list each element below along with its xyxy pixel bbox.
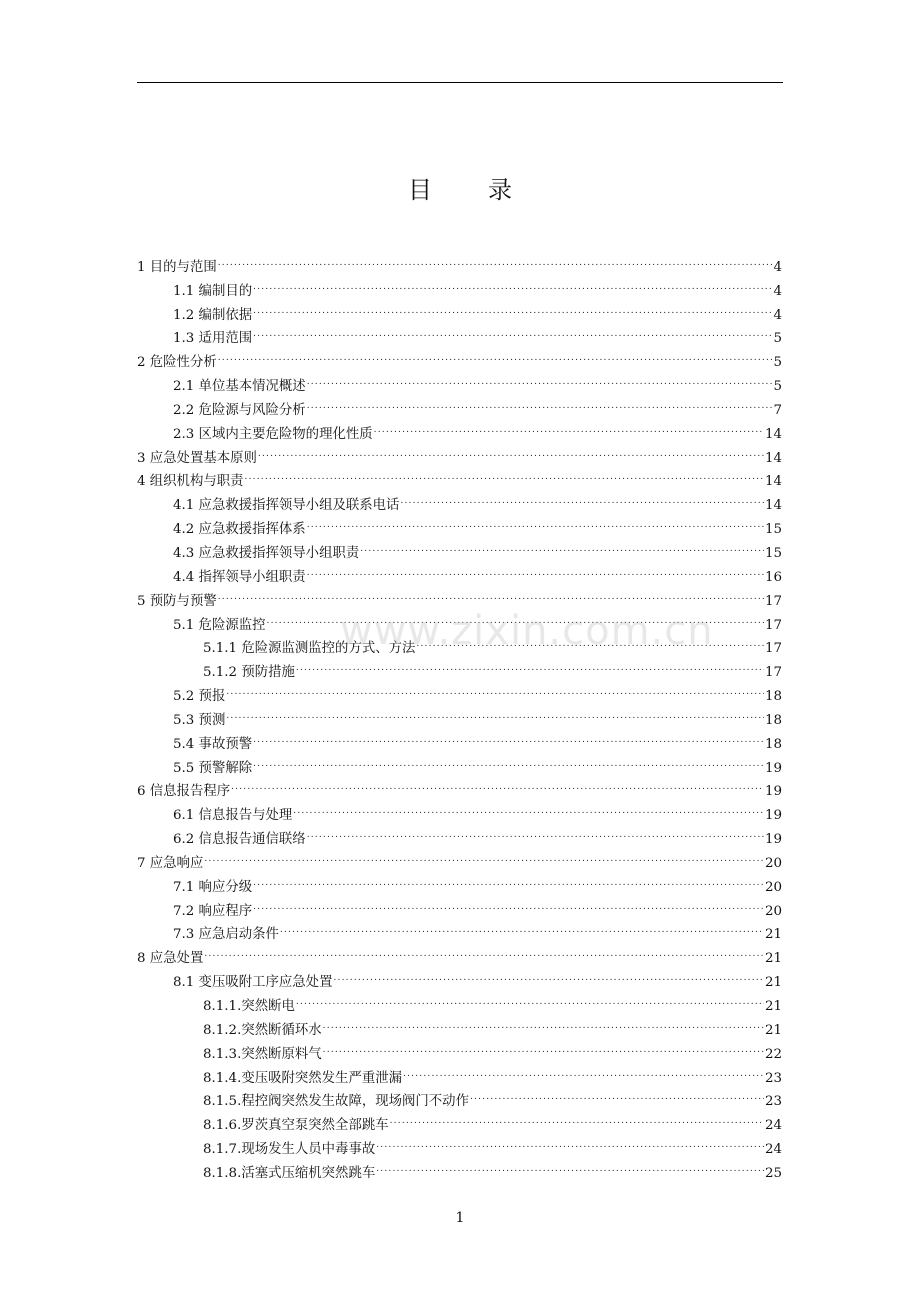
- toc-entry-page: 17: [764, 641, 782, 657]
- toc-dot-leader: [253, 295, 772, 319]
- title-char-2: 录: [488, 176, 512, 204]
- toc-entry-label: 4.4 指挥领导小组职责: [173, 569, 306, 585]
- toc-dot-leader: [253, 271, 772, 295]
- toc-entry-label: 8.1.2.突然断循环水: [203, 1022, 322, 1038]
- toc-entry[interactable]: [137, 342, 782, 371]
- toc-entry-page: 14: [764, 426, 782, 442]
- toc-entry-label: 5.3 预测: [173, 712, 226, 728]
- toc-entry-page: 24: [764, 1142, 782, 1158]
- toc-entry-page: 20: [764, 903, 782, 919]
- toc-entry-label: 4.1 应急救援指挥领导小组及联系电话: [173, 498, 400, 514]
- toc-dot-leader: [253, 319, 772, 343]
- toc-entry[interactable]: [137, 676, 782, 705]
- toc-dot-leader: [360, 533, 764, 557]
- toc-dot-leader: [253, 867, 764, 891]
- toc-dot-leader: [400, 485, 764, 509]
- toc-dot-leader: [253, 748, 764, 772]
- toc-entry-page: 5: [773, 331, 782, 347]
- toc-entry-label: 8.1.4.变压吸附突然发生严重泄漏: [203, 1070, 403, 1086]
- toc-dot-leader: [218, 247, 773, 271]
- toc-entry-label: 8 应急处置: [137, 951, 204, 967]
- toc-entry-label: 5.5 预警解除: [173, 760, 253, 776]
- toc-entry-page: 19: [764, 784, 782, 800]
- toc-entry-label: 5.1 危险源监控: [173, 617, 266, 633]
- toc-entry[interactable]: [137, 271, 782, 299]
- toc-dot-leader: [307, 509, 764, 533]
- toc-entry-page: 14: [764, 450, 782, 466]
- toc-dot-leader: [323, 1010, 764, 1034]
- toc-entry-page: 20: [764, 879, 782, 895]
- header-rule: [137, 82, 783, 83]
- toc-dot-leader: [307, 366, 773, 390]
- watermark: www.zixin.com.cn: [340, 608, 714, 654]
- toc-dot-leader: [218, 581, 764, 605]
- toc-entry-page: 5: [773, 379, 782, 395]
- toc-entry[interactable]: [137, 795, 782, 824]
- toc-entry[interactable]: [137, 772, 782, 800]
- toc-dot-leader: [307, 819, 764, 843]
- toc-dot-leader: [293, 795, 764, 819]
- toc-entry-label: 4.3 应急救援指挥领导小组职责: [173, 545, 360, 561]
- toc-entry-label: 7.2 响应程序: [173, 903, 253, 919]
- toc-dot-leader: [403, 1058, 764, 1082]
- toc-entry-page: 23: [764, 1094, 782, 1110]
- toc-dot-leader: [245, 462, 764, 486]
- toc-entry-page: 17: [764, 593, 782, 609]
- toc-entry[interactable]: [137, 247, 782, 275]
- toc-entry-page: 24: [764, 1118, 782, 1134]
- toc-dot-leader: [470, 1082, 764, 1106]
- toc-dot-leader: [307, 557, 764, 581]
- toc-entry-label: 6.2 信息报告通信联络: [173, 832, 306, 848]
- toc-entry-label: 4 组织机构与职责: [137, 474, 244, 490]
- toc-entry-label: 8.1.6.罗茨真空泵突然全部跳车: [203, 1118, 389, 1134]
- toc-entry[interactable]: [137, 581, 782, 609]
- toc-entry-label: 5 预防与预警: [137, 593, 217, 609]
- toc-entry-label: 7.1 响应分级: [173, 879, 253, 895]
- toc-dot-leader: [416, 629, 764, 653]
- toc-entry-page: 18: [764, 689, 782, 705]
- toc-entry-label: 8.1.1.突然断电: [203, 999, 295, 1014]
- toc-dot-leader: [226, 700, 764, 724]
- title-char-1: 目: [408, 176, 432, 204]
- toc-dot-leader: [204, 843, 764, 867]
- toc-entry-label: 5.4 事故预警: [173, 736, 253, 752]
- toc-entry-page: 16: [764, 569, 782, 585]
- toc-entry[interactable]: [137, 366, 782, 395]
- toc-entry-page: 14: [764, 474, 782, 490]
- toc-entry-page: 17: [764, 665, 782, 681]
- toc-entry-label: 2.2 危险源与风险分析: [173, 402, 306, 418]
- toc-entry-label: 7.3 应急启动条件: [173, 927, 279, 943]
- toc-entry-label: 5.1.2 预防措施: [203, 665, 295, 681]
- toc-dot-leader: [374, 414, 764, 438]
- toc-entry-page: 19: [764, 832, 782, 848]
- toc-entry-label: 7 应急响应: [137, 855, 204, 871]
- toc-entry-label: 3 应急处置基本原则: [137, 450, 257, 466]
- toc-entry-label: 8.1.8.活塞式压缩机突然跳车: [203, 1165, 376, 1181]
- toc-entry-label: 4.2 应急救援指挥体系: [173, 522, 306, 538]
- toc-dot-leader: [333, 962, 763, 986]
- toc-entry-page: 22: [764, 1046, 782, 1062]
- toc-entry-label: 6 信息报告程序: [137, 784, 231, 800]
- toc-entry[interactable]: [137, 843, 782, 871]
- toc-entry-label: 8.1.3.突然断原料气: [203, 1046, 322, 1062]
- toc-entry-page: 15: [764, 545, 782, 561]
- toc-dot-leader: [323, 1034, 764, 1058]
- toc-entry-page: 17: [764, 617, 782, 633]
- toc-entry-page: 18: [764, 712, 782, 728]
- toc-dot-leader: [253, 724, 764, 748]
- toc-entry-label: 2 危险性分析: [137, 355, 217, 371]
- toc-entry-label: 1 目的与范围: [137, 259, 217, 275]
- toc-entry-label: 8.1.7.现场发生人员中毒事故: [203, 1142, 376, 1158]
- toc-dot-leader: [376, 1129, 764, 1153]
- toc-entry-page: 21: [764, 927, 782, 943]
- toc-entry-page: 14: [764, 498, 782, 514]
- toc-entry-label: 8.1 变压吸附工序应急处置: [173, 975, 333, 991]
- toc-dot-leader: [296, 652, 764, 676]
- toc-entry[interactable]: [137, 938, 782, 967]
- toc-entry-label: 1.2 编制依据: [173, 307, 253, 323]
- toc-entry-page: 20: [764, 855, 782, 871]
- toc-entry-page: 19: [764, 808, 782, 824]
- toc-entry-page: 25: [764, 1165, 782, 1181]
- toc-entry-label: 2.1 单位基本情况概述: [173, 379, 306, 395]
- toc-entry-page: 15: [764, 522, 782, 538]
- toc-entry-label: 5.1.1 危险源监测监控的方式、方法: [203, 641, 416, 657]
- toc-entry-page: 5: [773, 355, 782, 371]
- toc-entry-page: 21: [764, 951, 782, 967]
- toc-entry-label: 1.3 适用范围: [173, 331, 253, 347]
- toc-entry[interactable]: [137, 724, 782, 752]
- toc-dot-leader: [253, 891, 764, 915]
- page-number: 1: [455, 1210, 465, 1226]
- toc-entry-page: 4: [773, 307, 782, 323]
- toc-dot-leader: [231, 772, 764, 796]
- toc-title: [0, 170, 920, 205]
- toc-entry-page: 21: [764, 975, 782, 991]
- toc-entry-page: 19: [764, 760, 782, 776]
- toc-dot-leader: [218, 342, 773, 366]
- toc-dot-leader: [296, 986, 764, 1010]
- toc-entry-page: 21: [764, 1022, 782, 1038]
- toc-entry-page: 18: [764, 736, 782, 752]
- toc-dot-leader: [258, 438, 764, 462]
- toc-entry-label: 8.1.5.程控阀突然发生故障，现场阀门不动作: [203, 1094, 469, 1110]
- toc-entry-label: 1.1 编制目的: [173, 283, 253, 299]
- toc-entry-label: 5.2 预报: [173, 689, 226, 705]
- toc-dot-leader: [280, 915, 764, 939]
- toc-dot-leader: [226, 676, 764, 700]
- toc-entry-page: 23: [764, 1070, 782, 1086]
- toc-dot-leader: [267, 605, 764, 629]
- toc-entry[interactable]: [137, 962, 782, 991]
- toc-entry-label: 6.1 信息报告与处理: [173, 808, 293, 824]
- toc-entry-label: 2.3 区域内主要危险物的理化性质: [173, 426, 373, 442]
- toc-dot-leader: [376, 1153, 764, 1177]
- toc-dot-leader: [204, 938, 764, 962]
- toc-dot-leader: [307, 390, 773, 414]
- toc-entry[interactable]: [137, 867, 782, 895]
- toc-entry-page: 4: [773, 259, 782, 275]
- toc-entry-page: 7: [773, 402, 782, 418]
- toc-entry[interactable]: [137, 700, 782, 728]
- toc-entry-page: 21: [764, 999, 782, 1014]
- table-of-contents: [137, 247, 782, 1181]
- toc-dot-leader: [390, 1105, 764, 1129]
- toc-entry-page: 4: [773, 283, 782, 299]
